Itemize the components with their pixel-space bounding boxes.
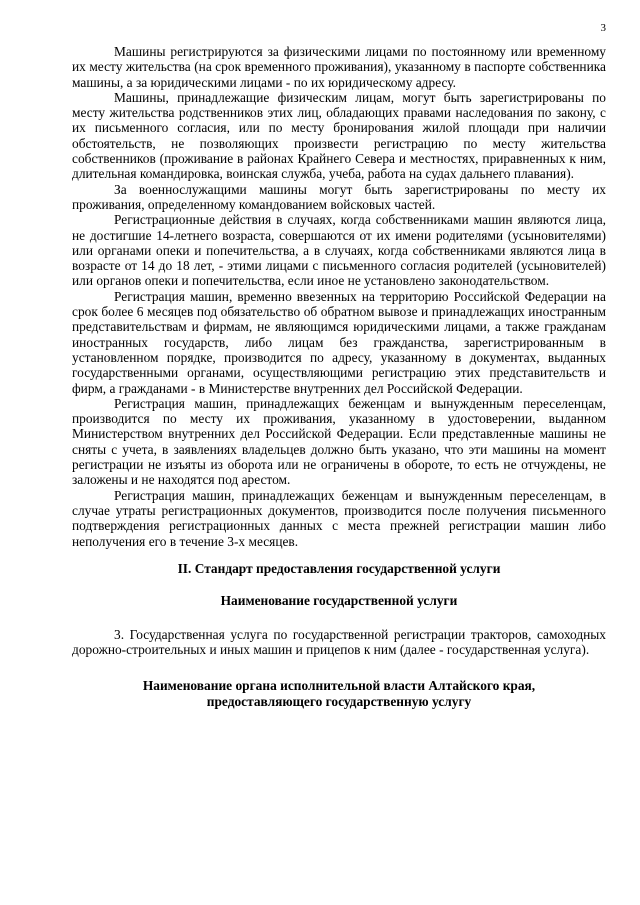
paragraph-registration-place: Машины регистрируются за физическими лицами по постоянному или временному их месту жительства (на срок временного проживания), указанному в паспорте собственника машины, а за юридическими лицами - по их юридическому адресу. (72, 44, 606, 90)
paragraph-refugees-registration: Регистрация машин, принадлежащих беженцам и вынужденным переселенцам, производится по месту их проживания, указанному в удостоверении, выданном Министерством внутренних дел Российской Федерации. Если представленные машины не сняты с учета, в заявлениях владельцев должно быть указано, что эти машины на момент регистрации не изъяты из оборота или не ограничены в обороте, то есть не отчуждены, не заложены и не находятся под арестом. (72, 395, 606, 488)
subheading-authority (72, 678, 606, 709)
paragraph-minor-owners: Регистрационные действия в случаях, когда собственниками машин являются лица, не достигшие 14-летнего возраста, совершаются от их имени родителями (усыновителями) или органами опеки и попечительства, а в случаях, когда собственниками являются лица в возрасте от 14 до 18 лет, - этими лицами с письменного согласия родителей (усыновителей) или органов опеки и попечительства, если иное не установлено законодательством. (72, 212, 606, 289)
subheading-service-name: Наименование государственной услуги (220, 593, 458, 609)
paragraph-military-registration: За военнослужащими машины могут быть зарегистрированы по месту их проживания, определенному командованием войсковых частей. (72, 181, 606, 212)
section-heading: II. Стандарт предоставления государственной услуги (177, 560, 501, 576)
subheading-authority-line1: Наименование органа исполнительной власти Алтайского края, (142, 678, 536, 694)
page-number: 3 (600, 22, 606, 34)
paragraph-relatives-registration: Машины, принадлежащие физическим лицам, могут быть зарегистрированы по месту жительства родственников этих лиц, обладающих правами наследования по закону, с их письменного согласия, или по месту бронирования жилой площади при наличии обстоятельств, не позволяющих произвести регистрацию по месту жительства собственников (проживание в районах Крайнего Севера и местностях, приравненных к ним, длительная командировка, воинская служба, учеба, работа на судах дальнего плавания). (72, 89, 606, 182)
subheading-authority-line2: предоставляющего государственную услугу (206, 693, 472, 709)
document-body (72, 44, 606, 709)
paragraph-temporary-import: Регистрация машин, временно ввезенных на территорию Российской Федерации на срок более 6 месяцев под обязательство об обратном вывозе и принадлежащих иностранным представительствам и фирмам, не являющимся юридическими лицами, а также гражданам иностранных государств, либо лицам без гражданства, зарегистрированным в установленном порядке, производится по адресу, указанному в документах, выданных государственными органами, осуществляющими регистрацию этих представительств и фирм, а гражданами - в Министерстве внутренних дел Российской Федерации. (72, 288, 606, 396)
item-3-paragraph: 3. Государственная услуга по государственной регистрации тракторов, самоходных дорожно-строительных и иных машин и прицепов к ним (далее - государственная услуга). (72, 626, 606, 658)
paragraph-lost-documents: Регистрация машин, принадлежащих беженцам и вынужденным переселенцам, в случае утраты регистрационных документов, производится после получения письменного подтверждения регистрационных данных с места прежней регистрации машин либо неполучения его в течение 3-х месяцев. (72, 487, 606, 549)
